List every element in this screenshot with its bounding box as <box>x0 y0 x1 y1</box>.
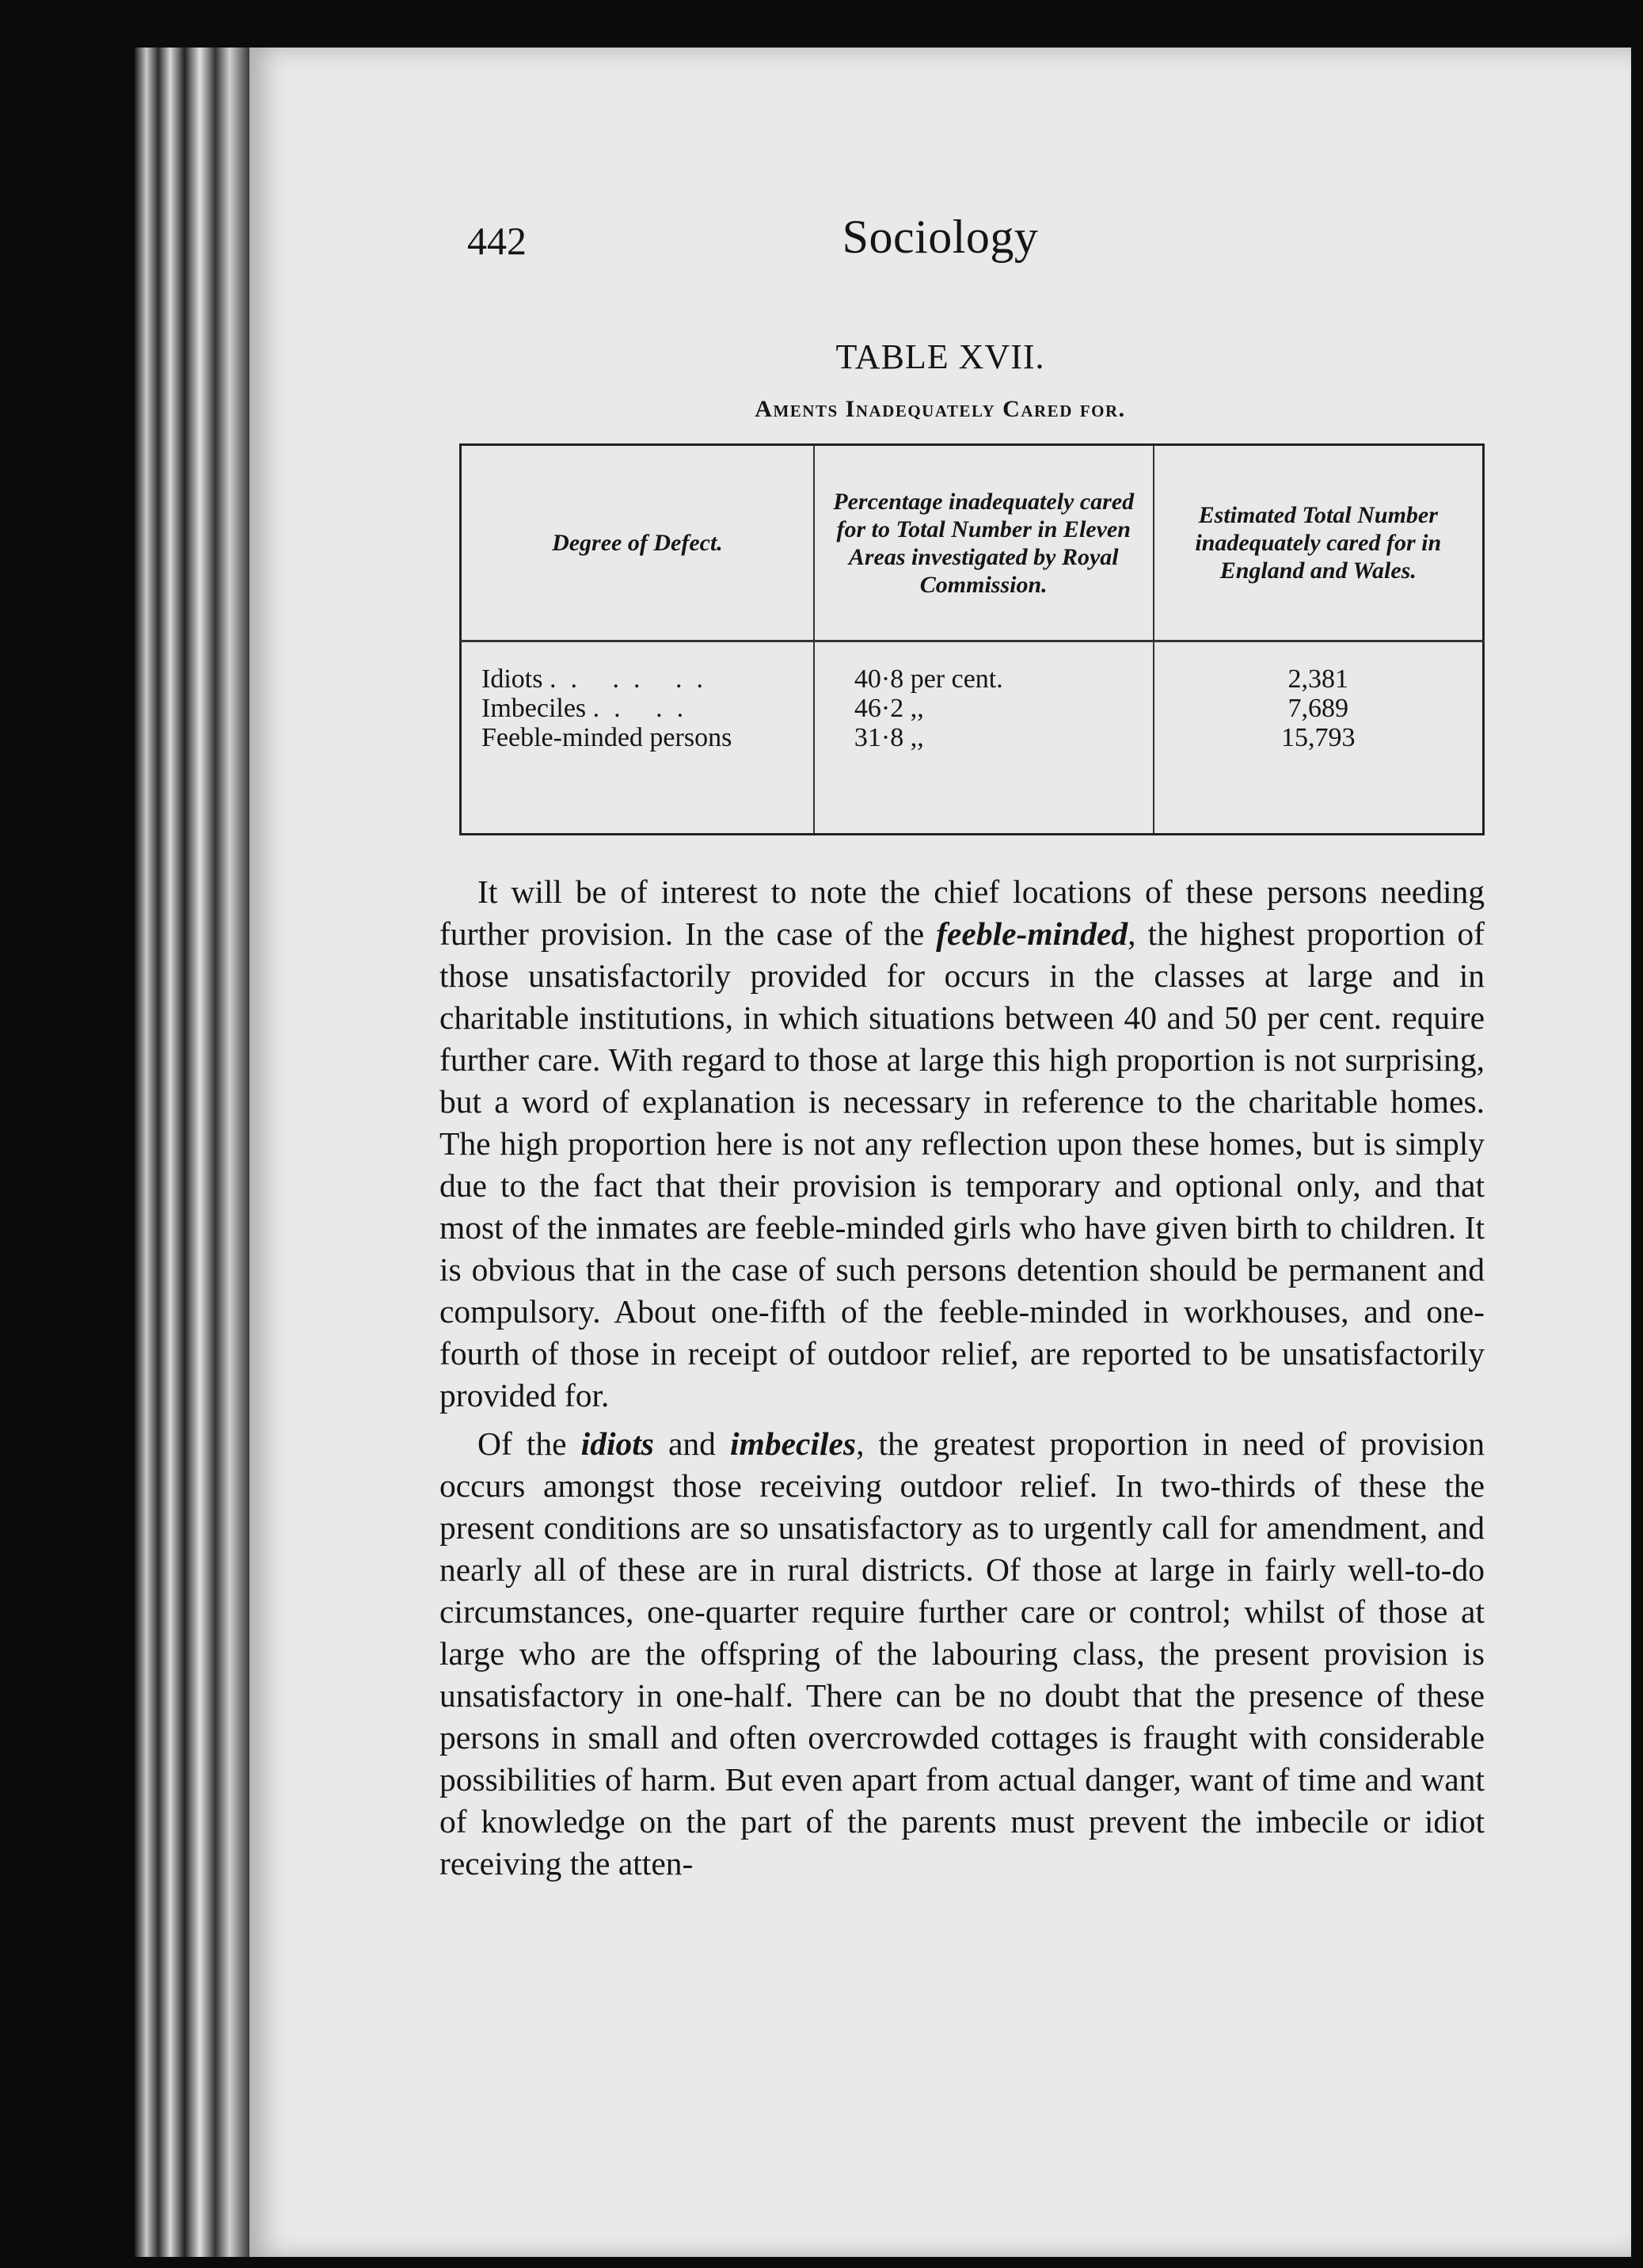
running-head: Sociology <box>842 211 1039 263</box>
dot-leader: .. .. <box>592 694 698 723</box>
degree-label: Imbeciles <box>481 694 587 723</box>
percentage-cell <box>814 641 1154 835</box>
table-title: TABLE XVII. <box>835 337 1045 376</box>
degree-label: Feeble-minded persons <box>481 723 732 752</box>
percentage-value: 46·2 ,, <box>854 694 924 723</box>
paragraph-idiots-imbeciles <box>439 1423 1485 1885</box>
degree-label: Idiots <box>481 664 543 694</box>
estimated-total-value: 7,689 <box>1287 694 1349 723</box>
page-edges <box>135 48 253 2257</box>
header-degree: Degree of Defect. <box>461 445 814 641</box>
percentage-value: 40·8 per cent. <box>854 664 1003 694</box>
p2-emphasis-idiots: idiots <box>580 1425 654 1462</box>
header-percentage: Percentage inadequately cared for to Total Number in Eleven Areas investigated by Royal Commission. <box>814 445 1154 641</box>
p2-text-a: Of the <box>477 1425 581 1462</box>
estimated-total-value: 2,381 <box>1287 664 1349 694</box>
paragraph-feeble-minded <box>439 871 1485 1417</box>
p2-text-b: and <box>653 1425 731 1462</box>
book-page <box>249 48 1631 2257</box>
row-item <box>481 664 812 694</box>
table-header-row <box>461 445 1484 641</box>
percentage-value: 31·8 ,, <box>854 723 924 752</box>
p1-text-b: , the highest proportion of those unsatisfactorily provided for occurs in the classes at large and in charitable institutions, in which situations between 40 and 50 per cent. require further care. With regard to those at large this high proportion is not surprising, but a word of explanation is necessary in reference to the charitable homes. The high proportion here is not any reflection upon these homes, but is simply due to the fact that their provision is temporary and optional only, and that most of the inmates are feeble-minded girls who have given birth to children. It is obvious that in the case of such persons detention should be permanent and compulsory. About one-fifth of the feeble-minded in workhouses, and one-fourth of those in receipt of outdoor relief, are reported to be unsatisfactorily provided for. <box>439 915 1485 1414</box>
p2-text-c: , the greatest proportion in need of provision occurs amongst those receiving outdoor relief. In two-thirds of these the present conditions are so unsatisfactory as to urgently call for amendment, and nearly all of these are in rural districts. Of those at large in fairly well-to-do circumstances, one-quarter require further care or control; whilst of those at large who are the offspring of the labouring class, the present provision is unsatisfactory in one-half. There can be no doubt that the presence of these persons in small and often overcrowded cottages is fraught with considerable possibilities of harm. But even apart from actual danger, want of time and want of knowledge on the part of the parents must prevent the imbecile or idiot receiving the atten- <box>439 1425 1485 1882</box>
p1-emphasis: feeble-minded <box>936 915 1128 952</box>
dot-leader: .. .. .. <box>549 664 717 694</box>
aments-table <box>459 443 1485 835</box>
degree-cell <box>461 641 814 835</box>
table-caption: Aments Inadequately Cared for. <box>755 396 1126 422</box>
table-row <box>461 641 1484 835</box>
row-item <box>481 723 812 752</box>
header-estimated-total: Estimated Total Number inadequately cared for in England and Wales. <box>1154 445 1484 641</box>
page-number: 442 <box>467 219 527 263</box>
row-item <box>481 694 812 723</box>
estimated-total-value: 15,793 <box>1281 723 1356 752</box>
p1-text-a: It will be of interest to note the chief locations of these persons needing further provision. In the case of the <box>439 873 1485 952</box>
p2-emphasis-imbeciles: imbeciles <box>730 1425 857 1462</box>
estimated-total-cell <box>1154 641 1484 835</box>
body-text <box>439 871 1485 1885</box>
